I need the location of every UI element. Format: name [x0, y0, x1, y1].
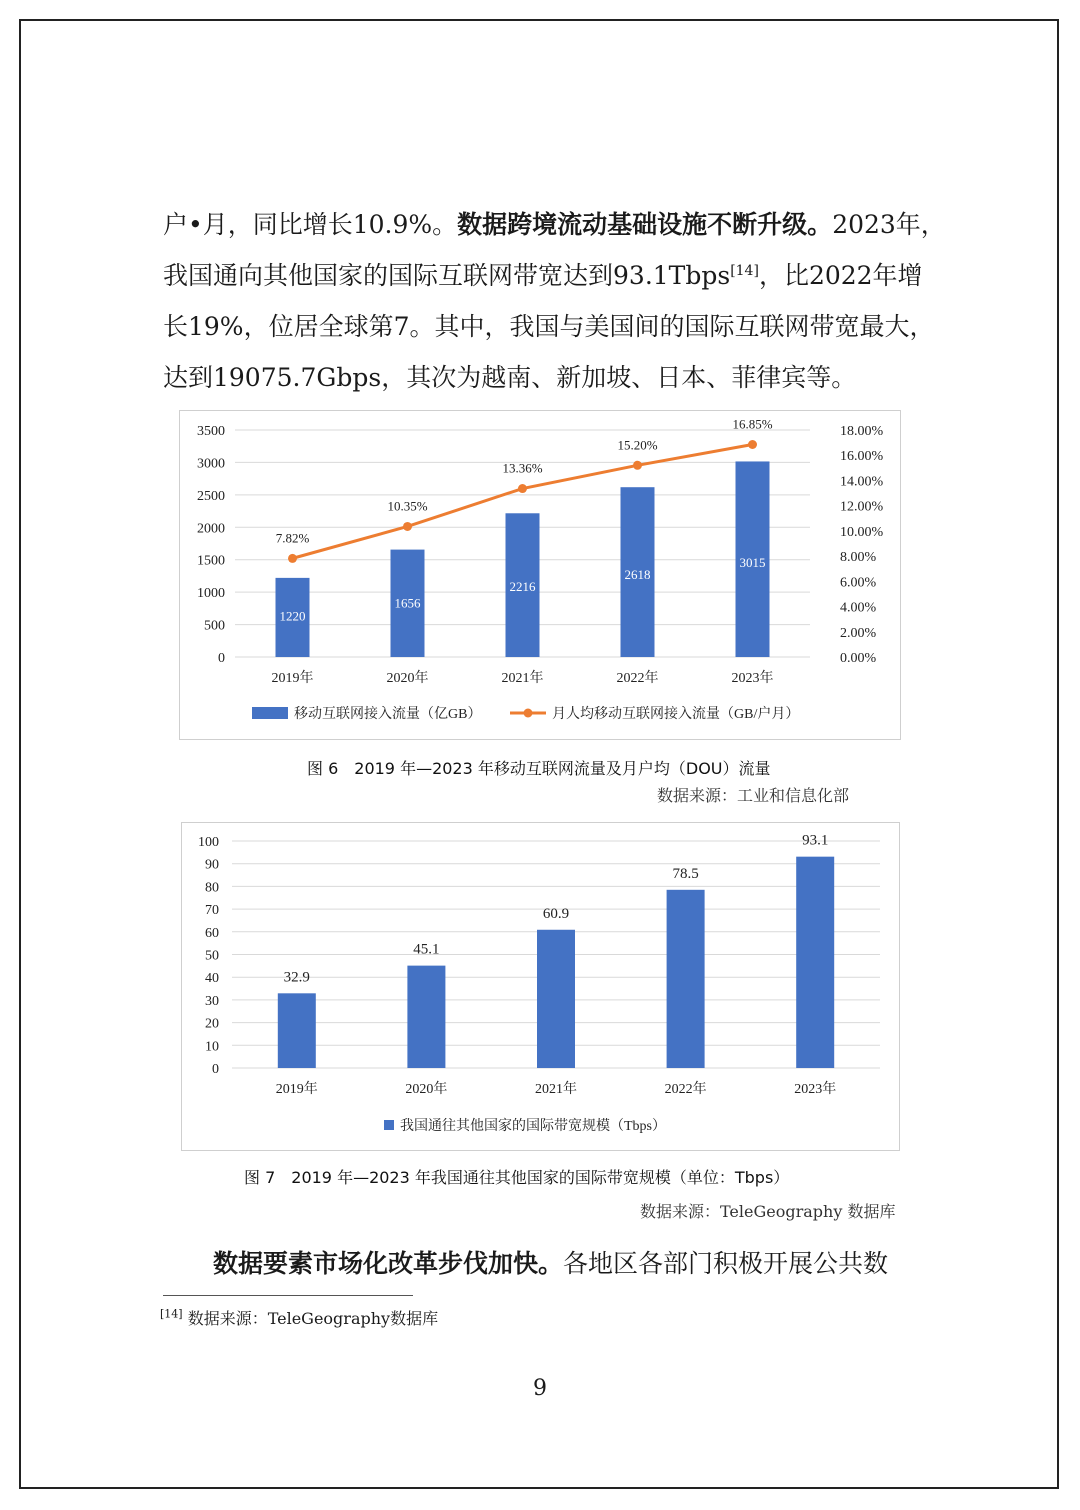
- y-tick-label: 60: [205, 925, 219, 941]
- y-tick-label: 100: [198, 835, 219, 850]
- y-left-tick-label: 500: [204, 618, 225, 634]
- bold-heading: 数据要素市场化改革步伐加快。: [213, 1249, 564, 1278]
- bar-data-label: 2216: [509, 578, 536, 594]
- y-right-tick-label: 14.00%: [840, 474, 884, 490]
- y-left-tick-label: 1500: [197, 553, 225, 569]
- y-left-tick-label: 1000: [197, 586, 225, 602]
- bar-data-label: 45.1: [413, 941, 440, 958]
- footnote: [160, 1306, 438, 1329]
- bar-data-label: 78.5: [672, 865, 699, 882]
- bar-data-label: 3015: [739, 555, 766, 571]
- y-left-tick-label: 3000: [197, 456, 225, 472]
- y-tick-label: 20: [205, 1016, 219, 1032]
- y-tick-label: 0: [212, 1062, 219, 1077]
- figure7-caption: 图 7 2019 年—2023 年我国通往其他国家的国际带宽规模（单位：Tbps）: [244, 1168, 790, 1187]
- figure7-source: 数据来源：TeleGeography 数据库: [640, 1202, 896, 1221]
- footnote-mark: [14]: [160, 1307, 183, 1321]
- y-left-tick-label: 3500: [197, 424, 225, 439]
- body-paragraph: [163, 199, 946, 403]
- body-paragraph-2: [213, 1238, 973, 1289]
- bar: [407, 966, 445, 1068]
- figure7-chart: [181, 822, 900, 1151]
- x-tick-label: 2020年: [386, 671, 429, 686]
- legend-label-line: 月人均移动互联网接入流量（GB/户月）: [552, 707, 800, 722]
- paragraph-line: 数据要素市场化改革步伐加快。各地区各部门积极开展公共数: [213, 1249, 889, 1278]
- line-point: [288, 554, 297, 563]
- line-data-label: 10.35%: [387, 498, 428, 514]
- bar-data-label: 1220: [279, 608, 306, 624]
- y-tick-label: 80: [205, 880, 219, 896]
- bar-data-label: 32.9: [283, 969, 310, 986]
- bold-heading: 数据跨境流动基础设施不断升级。: [457, 210, 833, 239]
- y-right-tick-label: 4.00%: [840, 600, 877, 616]
- figure6-svg: [180, 411, 900, 739]
- y-right-tick-label: 6.00%: [840, 575, 877, 591]
- y-tick-label: 10: [205, 1039, 219, 1055]
- line-data-label: 16.85%: [732, 416, 773, 432]
- y-tick-label: 50: [205, 948, 219, 964]
- line-data-label: 13.36%: [502, 460, 543, 476]
- y-right-tick-label: 12.00%: [840, 499, 884, 515]
- figure6-source: 数据来源：工业和信息化部: [657, 786, 850, 805]
- paragraph-line: 户•月，同比增长10.9%。数据跨境流动基础设施不断升级。2023年，: [163, 210, 946, 239]
- legend-marker-line: [524, 709, 533, 718]
- figure6-chart: [179, 410, 901, 740]
- paragraph-line: 我国通向其他国家的国际互联网带宽达到93.1Tbps[14]，比2022年增: [163, 261, 923, 290]
- bar-data-label: 93.1: [802, 832, 829, 849]
- legend-swatch: [384, 1120, 394, 1130]
- y-left-tick-label: 2000: [197, 521, 225, 537]
- line-point: [748, 440, 757, 449]
- x-tick-label: 2019年: [275, 1082, 318, 1097]
- line-point: [633, 461, 642, 470]
- bar: [278, 993, 316, 1068]
- bar: [537, 930, 575, 1068]
- y-left-tick-label: 0: [218, 651, 225, 666]
- x-tick-label: 2020年: [405, 1082, 448, 1097]
- bar: [667, 890, 705, 1068]
- line-point: [518, 484, 527, 493]
- line-data-label: 15.20%: [617, 437, 658, 453]
- y-tick-label: 70: [205, 903, 219, 919]
- x-tick-label: 2022年: [664, 1082, 707, 1097]
- paragraph-line: 达到19075.7Gbps，其次为越南、新加坡、日本、菲律宾等。: [163, 363, 857, 392]
- footnote-text: 数据来源：TeleGeography数据库: [187, 1309, 439, 1328]
- bar-data-label: 60.9: [542, 905, 570, 922]
- paragraph-line: 长19%，位居全球第7。其中，我国与美国间的国际互联网带宽最大，: [163, 312, 935, 341]
- legend-swatch-bars: [252, 707, 288, 719]
- footnote-reference[interactable]: [14]: [730, 263, 759, 279]
- bar-data-label: 1656: [394, 595, 421, 611]
- y-left-tick-label: 2500: [197, 488, 225, 504]
- x-tick-label: 2022年: [616, 671, 659, 686]
- x-tick-label: 2021年: [535, 1082, 577, 1097]
- y-right-tick-label: 16.00%: [840, 449, 884, 465]
- y-tick-label: 90: [205, 857, 219, 873]
- y-tick-label: 40: [205, 971, 219, 987]
- x-tick-label: 2023年: [731, 671, 774, 686]
- legend-label: 我国通往其他国家的国际带宽规模（Tbps）: [400, 1119, 666, 1134]
- y-right-tick-label: 8.00%: [840, 550, 877, 566]
- bar-data-label: 2618: [624, 566, 651, 582]
- figure7-svg: [182, 823, 899, 1150]
- footnote-divider: [163, 1295, 413, 1296]
- line-point: [403, 522, 412, 531]
- y-tick-label: 30: [205, 993, 219, 1009]
- line-data-label: 7.82%: [275, 530, 310, 546]
- bar: [796, 857, 834, 1068]
- x-tick-label: 2019年: [271, 671, 314, 686]
- y-right-tick-label: 10.00%: [840, 524, 884, 540]
- x-tick-label: 2023年: [794, 1082, 837, 1097]
- y-right-tick-label: 0.00%: [840, 651, 877, 666]
- y-right-tick-label: 18.00%: [840, 424, 884, 439]
- figure6-caption: 图 6 2019 年—2023 年移动互联网流量及月户均（DOU）流量: [307, 759, 771, 778]
- legend-label-bars: 移动互联网接入流量（亿GB）: [294, 707, 482, 722]
- y-right-tick-label: 2.00%: [840, 625, 877, 641]
- page-number: 9: [533, 1376, 547, 1401]
- x-tick-label: 2021年: [501, 671, 544, 686]
